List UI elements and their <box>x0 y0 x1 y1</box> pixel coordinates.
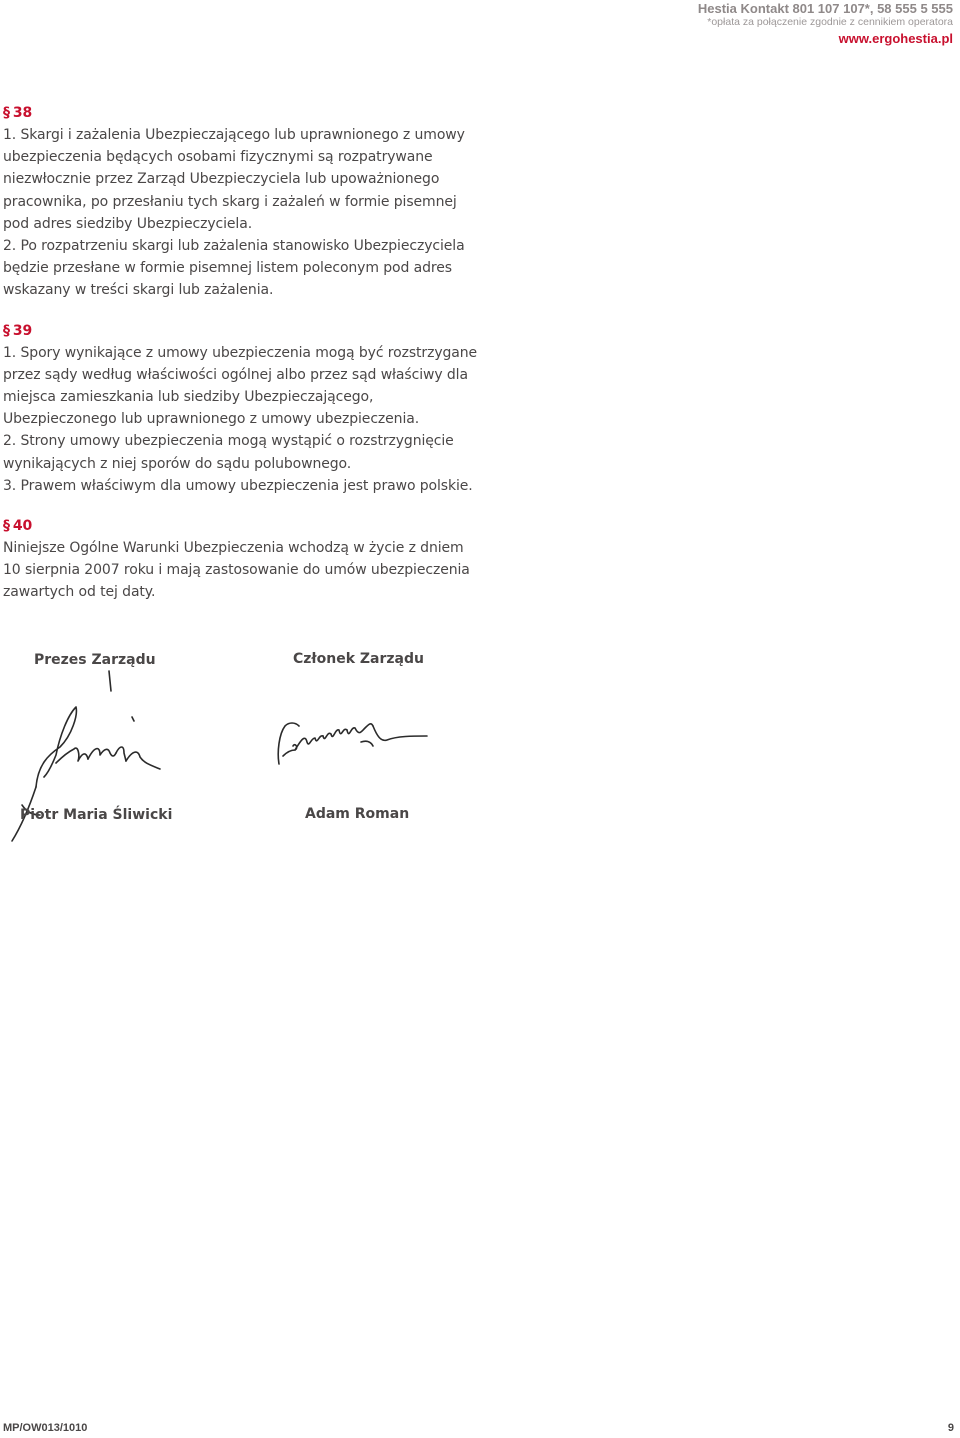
signature-block <box>0 640 960 860</box>
section-heading <box>3 515 478 537</box>
page-number: 9 <box>947 1422 954 1434</box>
paragraph: 1. Spory wynikające z umowy ubezpieczenia mogą być rozstrzygane przez sądy według właściwości ogólnej albo przez sąd właściwy dla miejsca zamieszkania lub siedziby Ubezpieczającego, Ubezpieczonego lub uprawnionego z umowy ubezpieczenia. <box>3 344 478 428</box>
section-40 <box>3 515 478 604</box>
board-member-name: Adam Roman <box>305 806 410 822</box>
call-cost-note: *opłata za połączenie zgodnie z cennikiem operatora <box>707 16 953 28</box>
president-name: Piotr Maria Śliwicki <box>20 807 173 823</box>
section-symbol: § <box>3 322 10 339</box>
section-number: 38 <box>12 105 33 121</box>
website-link[interactable]: www.ergohestia.pl <box>838 31 953 46</box>
section-39 <box>3 320 478 497</box>
section-heading <box>3 102 478 124</box>
board-member-title: Członek Zarządu <box>293 651 424 667</box>
document-body <box>3 102 478 622</box>
paragraph: 2. Po rozpatrzeniu skargi lub zażalenia stanowisko Ubezpieczyciela będzie przesłane w formie pisemnej listem poleconym pod adres wskazany w treści skargi lub zażalenia. <box>3 238 465 299</box>
section-symbol: § <box>3 105 10 121</box>
section-38 <box>3 102 478 302</box>
paragraph: Niniejsze Ogólne Warunki Ubezpieczenia wchodzą w życie z dniem 10 sierpnia 2007 roku i mają zastosowanie do umów ubezpieczenia zawartych od tej daty. <box>3 540 470 601</box>
page-header <box>533 0 953 47</box>
paragraph: 1. Skargi i zażalenia Ubezpieczającego lub uprawnionego z umowy ubezpieczenia będących osobami fizycznymi są rozpatrywane niezwłocznie przez Zarząd Ubezpieczyciela lub upoważnionego pracownika, po przesłaniu tych skarg i zażaleń w formie pisemnej pod adres siedziby Ubezpieczyciela. <box>3 127 465 232</box>
section-number: 39 <box>12 322 33 339</box>
contact-line: Hestia Kontakt 801 107 107*, 58 555 5 555 <box>697 1 953 16</box>
paragraph: 2. Strony umowy ubezpieczenia mogą wystąpić o rozstrzygnięcie wynikających z niej sporów do sądu polubownego. <box>3 433 454 472</box>
paragraph: 3. Prawem właściwym dla umowy ubezpieczenia jest prawo polskie. <box>3 477 473 494</box>
section-number: 40 <box>12 518 33 535</box>
document-code: MP/OW013/1010 <box>3 1422 88 1434</box>
section-symbol: § <box>3 518 10 535</box>
board-member-signature <box>273 712 438 772</box>
section-heading <box>3 320 478 342</box>
president-title: Prezes Zarządu <box>34 652 156 668</box>
